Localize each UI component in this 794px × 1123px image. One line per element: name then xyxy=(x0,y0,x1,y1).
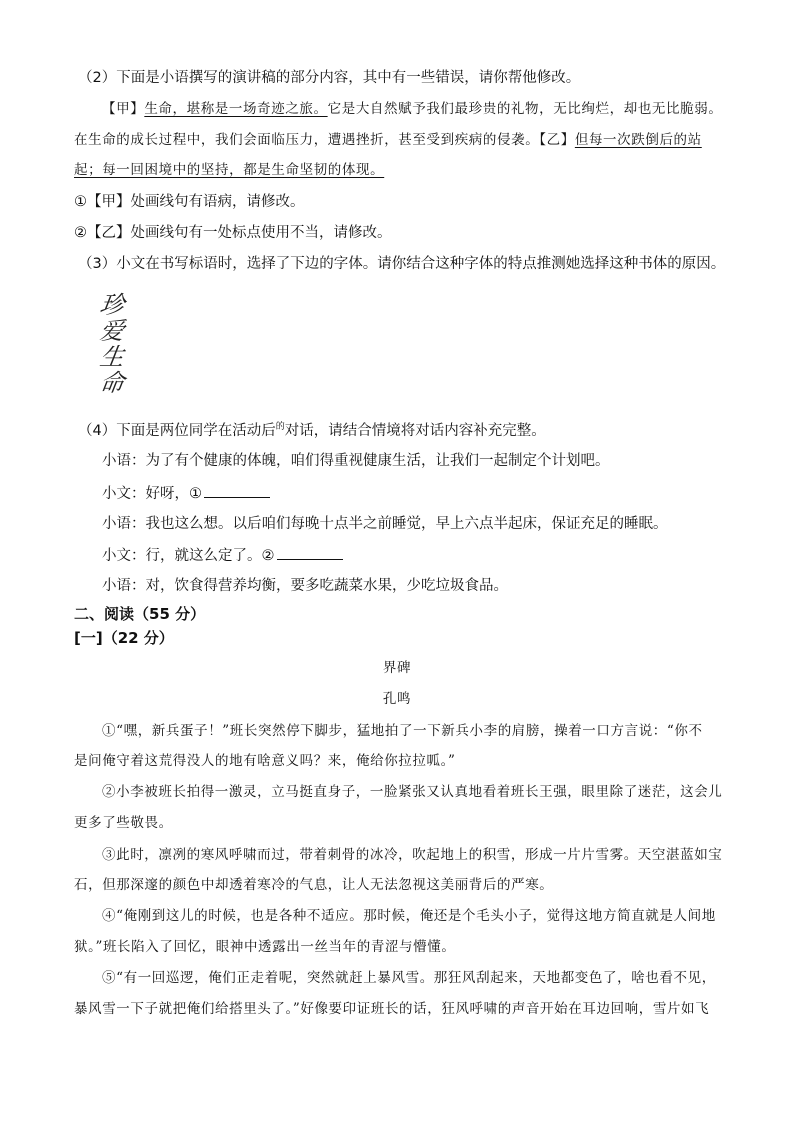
section-heading: 二、阅读（55 分） xyxy=(74,605,206,623)
article-line: ③此时，凛冽的寒风呼啸而过，带着刺骨的冰冷，吹起地上的积雪，形成一片片雪雾。天空湛蓝如宝 xyxy=(102,847,723,863)
answer-blank-2[interactable] xyxy=(277,545,343,560)
q3-text: （3）小文在书写标语时，选择了下边的字体。请你结合这种字体的特点推测她选择这种书体的原因。 xyxy=(78,256,726,272)
dialogue-line: 小语：我也这么想。以后咱们每晚十点半之前睡觉，早上六点半起床，保证充足的睡眠。 xyxy=(102,516,668,532)
article-author: 孔鸣 xyxy=(382,691,412,707)
q2-passage-line-2 xyxy=(74,130,702,150)
passage-text: 在生命的成长过程中，我们会面临压力，遭遇挫折，甚至受到疾病的侵袭。【乙】 xyxy=(74,132,575,148)
calligraphy-slogan xyxy=(100,292,136,396)
q2-passage-line-3 xyxy=(74,160,384,180)
article-line: ⑤“有一回巡逻，俺们正走着呢，突然就赶上暴风雪。那狂风刮起来，天地都变色了，啥也看不见， xyxy=(102,970,716,986)
answer-blank-1[interactable] xyxy=(204,483,270,498)
calligraphy-char: 命 xyxy=(98,369,126,397)
article-line: ②小李被班长拍得一激灵，立马挺直身子，一脸紧张又认真地看着班长王强，眼里除了迷茫，这会儿 xyxy=(102,784,723,800)
q2-passage-line-1 xyxy=(102,99,722,119)
calligraphy-char: 生 xyxy=(98,343,126,371)
q4-text xyxy=(78,417,546,441)
article-line: ④“俺刚到这儿的时候，也是各种不适应。那时候，俺还是个毛头小子，觉得这地方简直就是人间地 xyxy=(102,908,716,924)
marker-jia: 【甲】 xyxy=(102,101,145,117)
article-line: 更多了些敬畏。 xyxy=(74,815,173,831)
article-line: 暴风雪一下子就把俺们给搭里头了。”好像要印证班长的话，狂风呼啸的声音开始在耳边回响，雪片如飞 xyxy=(74,1001,710,1017)
article-line: ①“嘿，新兵蛋子！”班长突然停下脚步，猛地拍了一下新兵小李的肩膀，操着一口方言说：“你不 xyxy=(102,723,703,739)
passage-text: 它是大自然赋予我们最珍贵的礼物，无比绚烂，却也无比脆弱。 xyxy=(327,101,723,117)
article-line: 狱。”班长陷入了回忆，眼神中透露出一丝当年的青涩与懵懂。 xyxy=(74,939,456,955)
dialogue-text: 小文：行，就这么定了。② xyxy=(102,548,275,564)
q2-sub-2: ②【乙】处画线句有一处标点使用不当，请修改。 xyxy=(74,225,392,241)
dialogue-line xyxy=(102,483,270,504)
q2-sub-1: ①【甲】处画线句有语病，请修改。 xyxy=(74,194,305,210)
calligraphy-char: 珍 xyxy=(98,291,126,319)
article-title: 界碑 xyxy=(382,660,412,676)
q4-text-superscript: 的 xyxy=(275,422,285,432)
q4-text-part: 对话，请结合情境将对话内容补充完整。 xyxy=(284,423,546,439)
article-line: 是问俺守着这荒得没人的地有啥意义吗？来，俺给你拉拉呱。” xyxy=(74,753,456,769)
calligraphy-char: 爱 xyxy=(98,317,126,345)
q4-text-part: （4）下面是两位同学在活动后 xyxy=(78,423,276,439)
underlined-sentence-yi: 但每一次跌倒后的站 xyxy=(574,132,702,148)
underlined-sentence-jia: 生命，堪称是一场奇迹之旅。 xyxy=(144,101,328,117)
dialogue-line: 小语：为了有个健康的体魄，咱们得重视健康生活，让我们一起制定个计划吧。 xyxy=(102,453,610,469)
q2-intro: （2）下面是小语撰写的演讲稿的部分内容，其中有一些错误，请你帮他修改。 xyxy=(78,70,581,86)
article-line: 石，但那深邃的颜色中却透着寒冷的气息，让人无法忽视这美丽背后的严寒。 xyxy=(74,877,554,893)
dialogue-line xyxy=(102,545,343,566)
dialogue-line: 小语：对，饮食得营养均衡，要多吃蔬菜水果，少吃垃圾食品。 xyxy=(102,578,508,594)
dialogue-text: 小文：好呀，① xyxy=(102,486,202,502)
part-heading: [一]（22 分） xyxy=(74,629,174,647)
underlined-sentence-yi-cont: 起；每一回困境中的坚持，都是生命坚韧的体现。 xyxy=(74,162,385,178)
